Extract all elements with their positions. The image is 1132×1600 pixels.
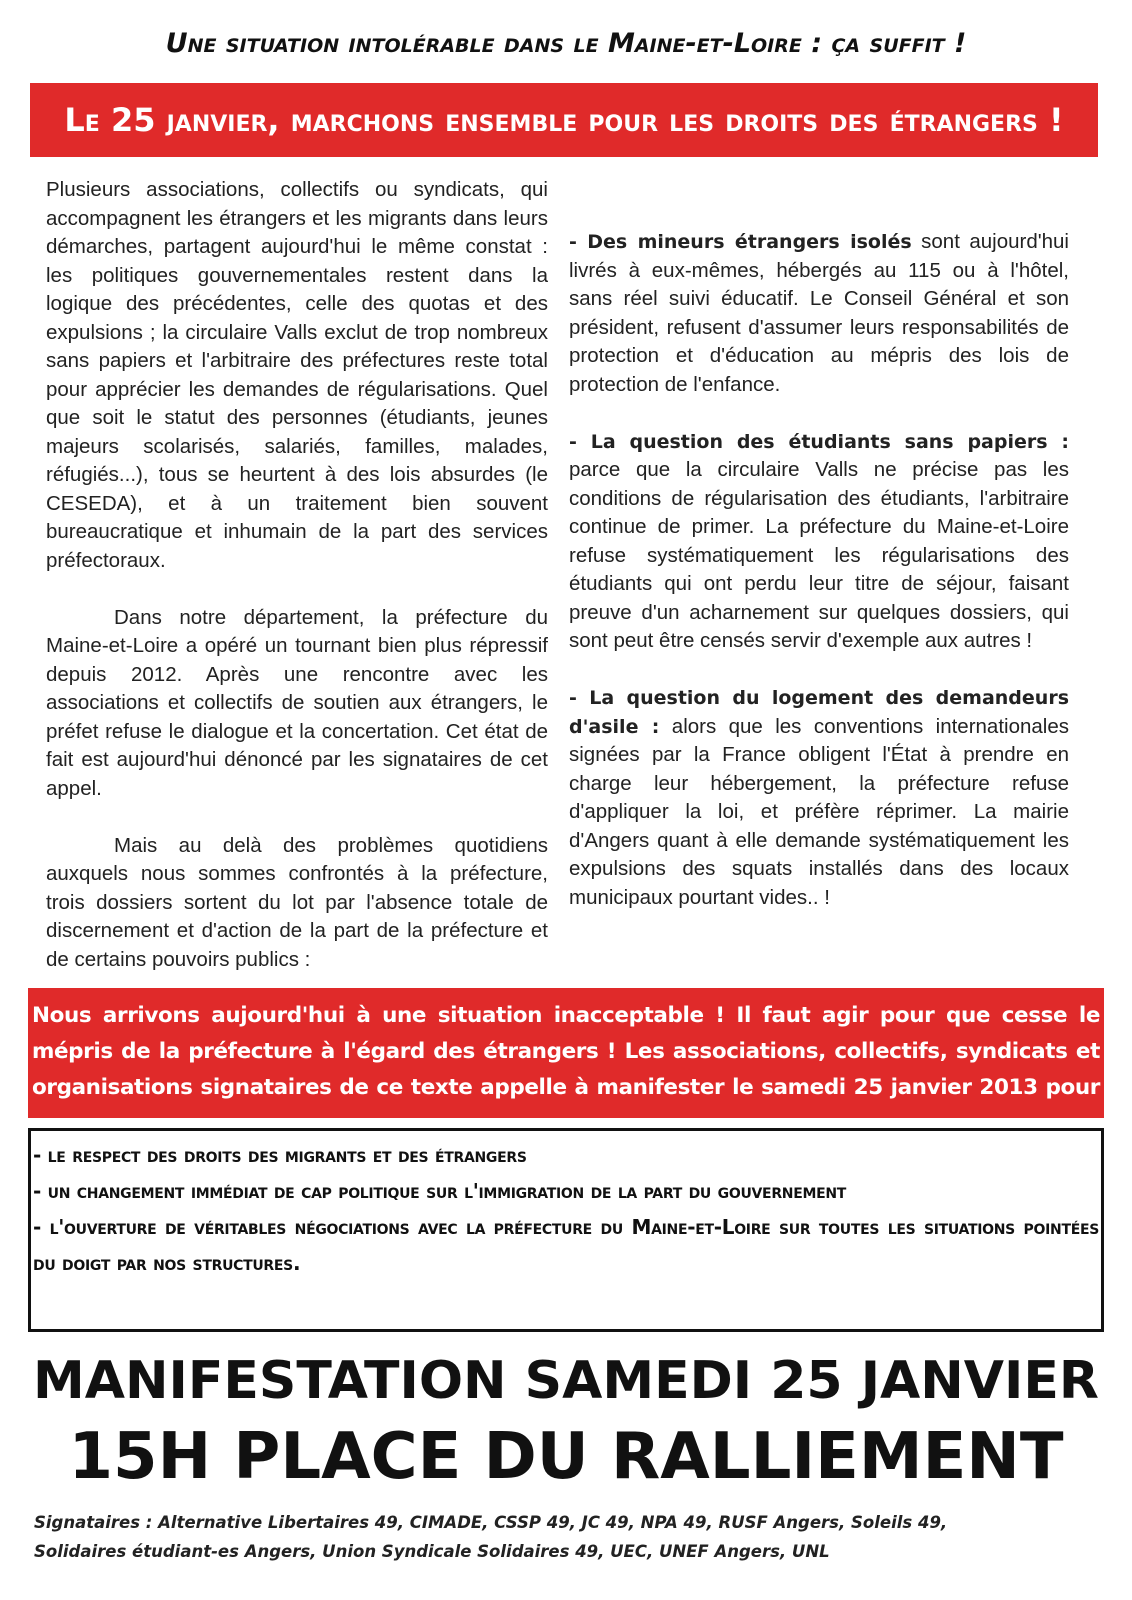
left-column [46,176,548,974]
headline-banner [30,83,1098,157]
paragraph-intro: Plusieurs associations, collectifs ou syndicats, qui accompagnent les étrangers et les migrants dans leurs démarches, partagent aujourd'hui le même constat : les politiques gouvernementales restent dans la logique des précédentes, celle des quotas et des expulsions ; la circulaire Valls exclut de trop nombreux sans papiers et l'arbitraire des préfectures reste total pour apprécier les demandes de régularisations. Quel que soit le statut des personnes (étudiants, jeunes majeurs scolarisés, salariés, familles, malades, réfugiés...), tous se heurtent à des lois absurdes (le CESEDA), et à un traitement bien souvent bureaucratique et inhumain de la part des services préfectoraux. [46,178,548,572]
issue-minors-title: - Des mineurs étrangers isolés [569,231,912,253]
issue-students-text: parce que la circulaire Valls ne précise pas les conditions de régularisation des étudiants, l'arbitraire continue de primer. La préfecture du Maine-et-Loire refuse systématiquement les régularisations des étudiants qui ont perdu leur titre de séjour, faisant preuve d'un acharnement sur quelques dossiers, qui sont peut être censés servir d'exemple aux autres ! [569,458,1069,652]
demand-item: - l'ouverture de véritables négociations avec la préfecture du Maine-et-Loire sur toutes les situations pointées du doigt par nos structures. [33,1215,1099,1275]
issue-minors-text: sont aujourd'hui livrés à eux-mêmes, hébergés au 115 ou à l'hôtel, sans réel suivi éducatif. Le Conseil Général et son président, refusent d'assumer leurs responsabilités de protection et d'éducation au mépris des lois de protection de l'enfance. [569,230,1069,396]
paragraph-department: Dans notre département, la préfecture du Maine-et-Loire a opéré un tournant bien plus répressif depuis 2012. Après une rencontre avec les associations et collectifs de soutien aux étrangers, le préfet refuse le dialogue et la concertation. Cet état de fait est aujourd'hui dénoncé par les signataires de cet appel. [46,605,548,800]
headline-text: Le 25 janvier, marchons ensemble pour les droits des étrangers ! [64,101,1064,139]
demand-item: - un changement immédiat de cap politique sur l'immigration de la part du gouvernement [33,1179,847,1203]
issue-students-title: - La question des étudiants sans papiers : [569,430,1069,453]
call-to-action-text: Nous arrivons aujourd'hui à une situation inacceptable ! Il faut agir pour que cesse le mépris de la préfecture à l'égard des étrangers ! Les associations, collectifs, syndicats et organisations signataires de ce texte appelle à manifester le samedi 25 janvier 2013 pour : [32,1003,1100,1136]
paragraph-three-files: Mais au delà des problèmes quotidiens auxquels nous sommes confrontés à la préfecture, trois dossiers sortent du lot par l'absence totale de discernement et d'action de la part de la préfecture et de certains pouvoirs publics : [46,833,548,971]
issue-housing-title: - La question du logement des demandeurs d'asile : [569,687,1069,738]
demand-item: - le respect des droits des migrants et des étrangers [33,1143,527,1167]
issue-housing-text: alors que les conventions internationales signées par la France obligent l'État à prendre en charge leur hébergement, la préfecture refuse d'appliquer la loi, et préfère réprimer. La mairie d'Angers quant à elle demande systématiquement les expulsions des squats installés dans des locaux municipaux pourtant vides.. ! [569,714,1069,909]
event-date: MANIFESTATION SAMEDI 25 JANVIER [33,1351,1099,1411]
right-column [569,228,1069,912]
signatories: Signataires : Alternative Libertaires 49, CIMADE, CSSP 49, JC 49, NPA 49, RUSF Angers, Soleils 49, Solidaires étudiant-es Angers, Union Syndicale Solidaires 49, UEC, UNEF Angers, UNL [34,1513,948,1561]
issue-housing [569,684,1069,912]
issue-students [569,428,1069,656]
call-to-action-box [28,988,1104,1136]
page-title: Une situation intolérable dans le Maine-et-Loire : ça suffit ! [165,28,967,59]
event-place: 15H PLACE DU RALLIEMENT [68,1420,1064,1494]
issue-minors [569,228,1069,399]
demands-box [28,1128,1104,1332]
